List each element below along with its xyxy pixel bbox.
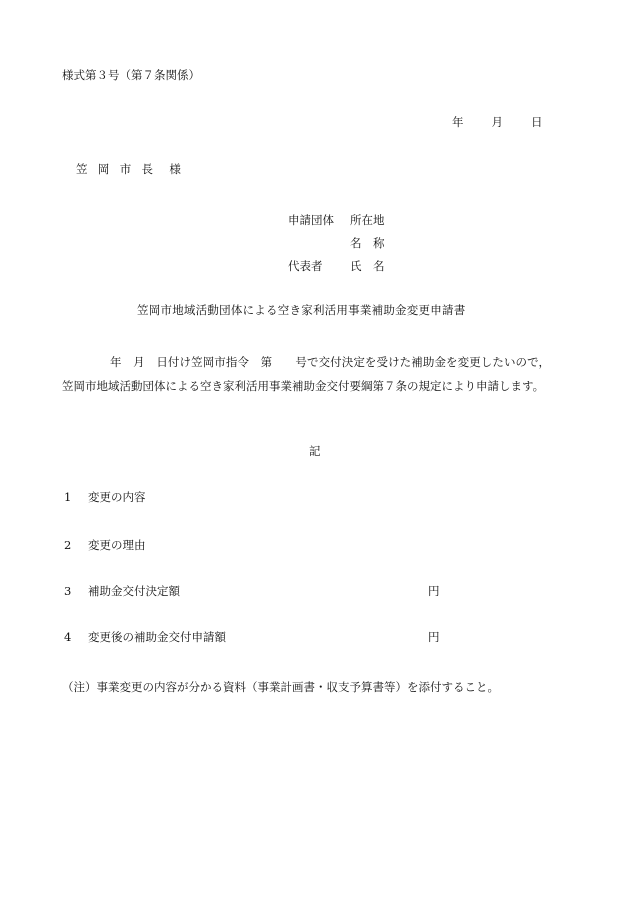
date-day: 日 [531,115,543,129]
form-number: 様式第３号（第７条関係） [62,68,200,82]
addressee [76,164,181,176]
list-item [64,632,226,644]
addressee-honorific: 様 [169,162,181,176]
document-title: 笠岡市地域活動団体による空き家利活用事業補助金変更申請書 [137,303,466,317]
applicant-address-label: 所在地 [350,213,385,227]
item-number: 3 [64,584,72,598]
date-year: 年 [452,115,464,129]
item-number: 4 [64,630,72,644]
note: （注）事業変更の内容が分かる資料（事業計画書・収支予算書等）を添付すること。 [62,680,499,694]
applicant-name-label: 名 称 [350,236,385,250]
representative-name-label: 氏 名 [350,259,385,273]
item-label: 変更の内容 [88,490,146,504]
item-number: 2 [64,538,72,552]
item-label: 変更の理由 [88,538,146,552]
ki-heading: 記 [309,444,321,458]
item-unit: 円 [428,584,440,598]
body-paragraph: 年 月 日付け笠岡市指令 第 号で交付決定を受けた補助金を変更したいので，笠岡市地域活動団体による空き家利活用事業補助金交付要綱第７条の規定により申請します。 [62,355,550,393]
list-item [64,540,146,552]
addressee-name: 笠岡市長 [76,162,164,176]
representative-label: 代表者 [288,259,323,273]
item-label: 変更後の補助金交付申請額 [88,630,226,644]
date-month: 月 [491,115,503,129]
list-item [64,586,180,598]
applicant-block [288,209,385,278]
item-unit: 円 [428,630,440,644]
item-number: 1 [64,490,72,504]
list-item [64,492,146,504]
date-line [452,117,543,129]
item-label: 補助金交付決定額 [88,584,180,598]
applicant-org-label: 申請団体 [288,213,334,227]
